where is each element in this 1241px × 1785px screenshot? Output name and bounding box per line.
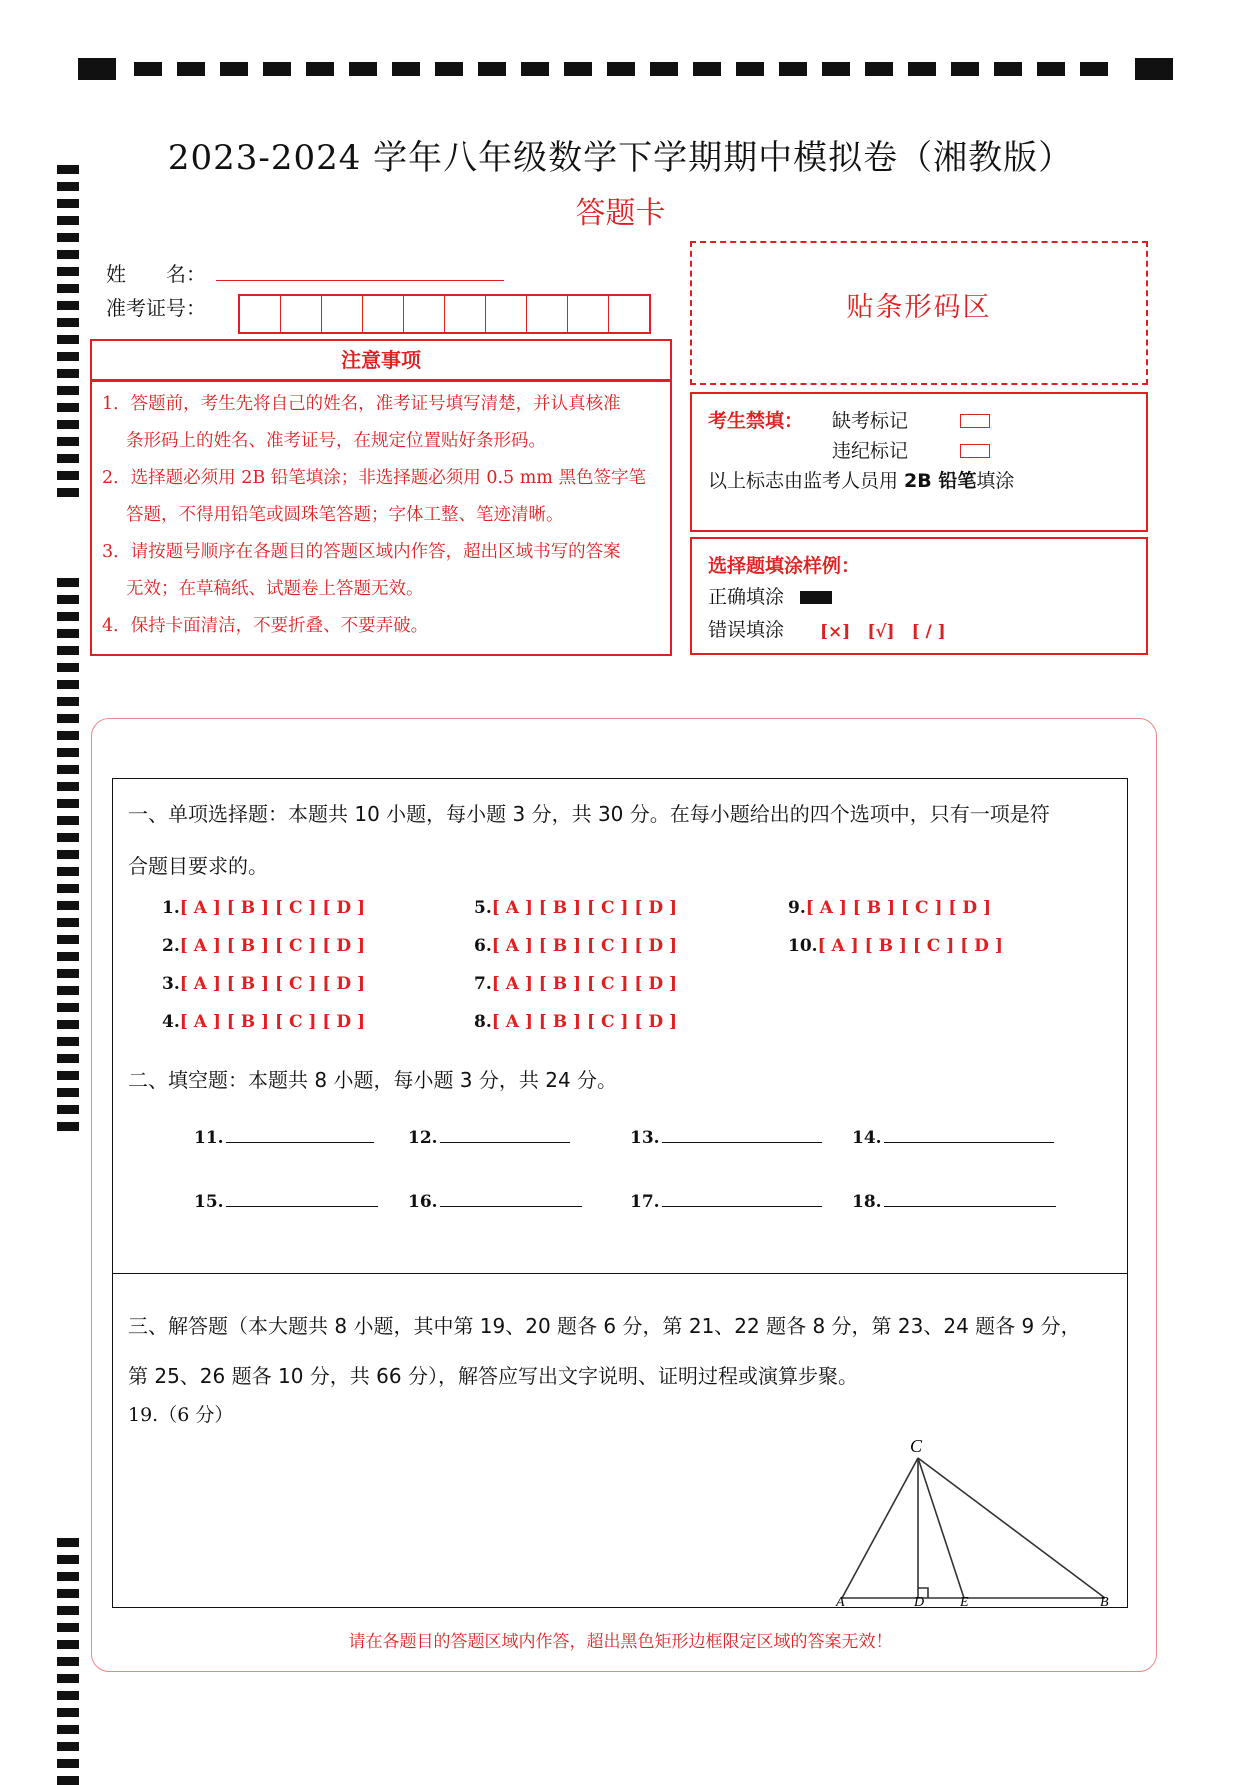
timing-mark [57, 1572, 79, 1581]
violation-checkbox[interactable] [960, 444, 990, 458]
timing-mark [57, 884, 79, 893]
timing-mark [78, 58, 116, 80]
choice-number: 2. [162, 936, 180, 956]
choice-options[interactable]: [ A ] [ B ] [ C ] [ D ] [179, 1012, 366, 1032]
blank-question-15[interactable] [194, 1190, 378, 1212]
choice-number: 5. [474, 898, 492, 918]
footer-warning: 请在各题目的答题区域内作答，超出黑色矩形边框限定区域的答案无效！ [348, 1632, 893, 1652]
choice-number: 1. [162, 898, 180, 918]
timing-mark [822, 62, 850, 76]
timing-mark [57, 867, 79, 876]
segment-cb [918, 1458, 1105, 1598]
timing-mark [57, 233, 79, 242]
timing-mark [57, 969, 79, 978]
timing-mark [57, 578, 79, 587]
timing-mark [134, 62, 162, 76]
timing-mark [57, 731, 79, 740]
blank-number: 11. [194, 1128, 224, 1148]
timing-mark [57, 918, 79, 927]
proctor-box [690, 392, 1148, 532]
blank-question-11[interactable] [194, 1126, 374, 1148]
timing-mark [57, 1657, 79, 1666]
top-timing-marks [78, 58, 1173, 80]
timing-mark [564, 62, 592, 76]
notice-heading: 注意事项 [90, 339, 672, 381]
exam-id-grid[interactable] [238, 294, 651, 334]
timing-mark [57, 369, 79, 378]
label-d: D [914, 1595, 925, 1606]
choice-number: 4. [162, 1012, 180, 1032]
timing-mark [57, 386, 79, 395]
choice-options[interactable]: [ A ] [ B ] [ C ] [ D ] [491, 1012, 678, 1032]
timing-mark [607, 62, 635, 76]
label-e: E [960, 1595, 969, 1606]
choice-question-3[interactable] [162, 974, 365, 994]
timing-mark [57, 1037, 79, 1046]
timing-mark [57, 267, 79, 276]
timing-mark [57, 833, 79, 842]
section3-heading: 三、解答题（本大题共 8 小题，其中第 19、20 题各 6 分，第 21、22 题各 8 分，第 23、24 题各 9 分， [128, 1314, 1081, 1338]
timing-mark [57, 488, 79, 497]
blank-number: 17. [630, 1192, 660, 1212]
timing-mark [57, 952, 79, 961]
timing-mark [57, 629, 79, 638]
barcode-area[interactable]: 贴条形码区 [690, 241, 1148, 385]
timing-mark [57, 1691, 79, 1700]
timing-mark [1037, 62, 1065, 76]
choice-question-1[interactable] [162, 898, 365, 918]
timing-mark [57, 680, 79, 689]
choice-number: 6. [474, 936, 492, 956]
choice-number: 7. [474, 974, 492, 994]
timing-mark [57, 437, 79, 446]
timing-mark [57, 595, 79, 604]
choice-options[interactable]: [ A ] [ B ] [ C ] [ D ] [491, 898, 678, 918]
timing-mark [57, 663, 79, 672]
blank-question-18[interactable] [852, 1190, 1056, 1212]
choice-question-5[interactable] [474, 898, 677, 918]
timing-mark [478, 62, 506, 76]
timing-mark [57, 454, 79, 463]
timing-mark [57, 335, 79, 344]
sample-box [690, 537, 1148, 655]
blank-question-17[interactable] [630, 1190, 822, 1212]
violation-label: 违纪标记 [832, 440, 909, 462]
timing-mark [908, 62, 936, 76]
filled-sample [800, 591, 832, 604]
blank-line[interactable] [884, 1126, 1054, 1143]
timing-mark [57, 1589, 79, 1598]
notice-line: 答题，不得用铅笔或圆珠笔答题；字体工整、笔迹清晰。 [126, 505, 564, 525]
blank-line[interactable] [662, 1190, 822, 1207]
notice-line: 1．答题前，考生先将自己的姓名，准考证号填写清楚，并认真核准 [102, 394, 621, 414]
choice-question-10[interactable] [788, 936, 1003, 956]
id-label: 准考证号： [106, 296, 206, 320]
blank-line[interactable] [662, 1126, 822, 1143]
choice-question-7[interactable] [474, 974, 677, 994]
timing-mark [57, 782, 79, 791]
blank-line[interactable] [226, 1126, 374, 1143]
timing-mark [650, 62, 678, 76]
blank-question-13[interactable] [630, 1126, 822, 1148]
section1-heading: 一、单项选择题：本题共 10 小题，每小题 3 分，共 30 分。在每小题给出的四个选项中，只有一项是符 [128, 802, 1050, 826]
timing-mark [1135, 58, 1173, 80]
absent-checkbox[interactable] [960, 414, 990, 428]
timing-mark [57, 714, 79, 723]
notice-line: 3．请按题号顺序在各题目的答题区域内作答，超出区域书写的答案 [102, 542, 621, 562]
timing-mark [57, 1606, 79, 1615]
timing-mark [57, 986, 79, 995]
timing-mark [306, 62, 334, 76]
timing-mark [263, 62, 291, 76]
choice-number: 9. [788, 898, 806, 918]
timing-mark [57, 1674, 79, 1683]
choice-options[interactable]: [ A ] [ B ] [ C ] [ D ] [179, 898, 366, 918]
timing-mark [736, 62, 764, 76]
choice-number: 8. [474, 1012, 492, 1032]
sample-heading: 选择题填涂样例： [708, 555, 861, 577]
section1-heading-cont: 合题目要求的。 [128, 854, 268, 878]
timing-mark [57, 301, 79, 310]
timing-mark [779, 62, 807, 76]
section2-heading: 二、填空题：本题共 8 小题，每小题 3 分，共 24 分。 [128, 1068, 618, 1092]
label-a: A [836, 1595, 845, 1606]
timing-mark [57, 420, 79, 429]
timing-mark [392, 62, 420, 76]
page-title: 2023-2024 学年八年级数学下学期期中模拟卷（湘教版） [167, 138, 1074, 178]
timing-mark [57, 799, 79, 808]
choice-number: 10. [788, 936, 818, 956]
timing-mark [57, 850, 79, 859]
segment-ce [918, 1458, 964, 1598]
timing-mark [57, 901, 79, 910]
timing-mark [951, 62, 979, 76]
timing-mark [57, 1776, 79, 1785]
triangle-figure [830, 1436, 1120, 1606]
label-c: C [910, 1436, 923, 1456]
name-label: 姓 名： [106, 262, 206, 286]
blank-number: 18. [852, 1192, 882, 1212]
timing-mark [521, 62, 549, 76]
timing-mark [57, 1759, 79, 1768]
proctor-label: 考生禁填： [708, 410, 804, 432]
timing-mark [349, 62, 377, 76]
timing-mark [57, 1538, 79, 1547]
timing-mark [994, 62, 1022, 76]
choice-question-8[interactable] [474, 1012, 677, 1032]
timing-mark [57, 1555, 79, 1564]
choice-options[interactable]: [ A ] [ B ] [ C ] [ D ] [491, 936, 678, 956]
timing-mark [57, 612, 79, 621]
section3-heading-cont: 第 25、26 题各 10 分，共 66 分），解答应写出文字说明、证明过程或演算步聚。 [128, 1364, 858, 1388]
correct-label: 正确填涂 [708, 586, 785, 608]
question-19-label: 19.（6 分） [128, 1404, 234, 1426]
blank-line[interactable] [440, 1126, 570, 1143]
timing-mark [177, 62, 205, 76]
timing-mark [57, 403, 79, 412]
wrong-label: 错误填涂 [708, 619, 785, 641]
timing-mark [57, 935, 79, 944]
choice-options[interactable]: [ A ] [ B ] [ C ] [ D ] [179, 936, 366, 956]
timing-mark [57, 1020, 79, 1029]
choice-question-2[interactable] [162, 936, 365, 956]
blank-line[interactable] [226, 1190, 378, 1207]
wrong-marks: [×] [√] [ / ] [820, 622, 946, 642]
choice-question-4[interactable] [162, 1012, 365, 1032]
notice-box [90, 380, 672, 656]
blank-number: 16. [408, 1192, 438, 1212]
timing-mark [57, 1742, 79, 1751]
timing-mark [57, 1105, 79, 1114]
blank-number: 13. [630, 1128, 660, 1148]
absent-label: 缺考标记 [832, 410, 909, 432]
timing-mark [57, 318, 79, 327]
timing-mark [57, 352, 79, 361]
timing-mark [1080, 62, 1108, 76]
timing-mark [57, 1725, 79, 1734]
timing-mark [865, 62, 893, 76]
timing-mark [57, 748, 79, 757]
timing-mark [57, 1088, 79, 1097]
timing-mark [57, 471, 79, 480]
timing-mark [57, 250, 79, 259]
notice-line: 条形码上的姓名、准考证号，在规定位置贴好条形码。 [126, 431, 546, 451]
timing-mark [57, 1708, 79, 1717]
timing-mark [57, 1054, 79, 1063]
timing-mark [57, 284, 79, 293]
label-b: B [1100, 1595, 1109, 1606]
blank-question-16[interactable] [408, 1190, 582, 1212]
timing-mark [57, 1003, 79, 1012]
timing-mark [57, 697, 79, 706]
choice-question-6[interactable] [474, 936, 677, 956]
timing-mark [57, 1122, 79, 1131]
blank-line[interactable] [884, 1190, 1056, 1207]
choice-options[interactable]: [ A ] [ B ] [ C ] [ D ] [805, 898, 992, 918]
choice-options[interactable]: [ A ] [ B ] [ C ] [ D ] [491, 974, 678, 994]
notice-line: 4．保持卡面清洁，不要折叠、不要弄破。 [102, 616, 429, 636]
choice-options[interactable]: [ A ] [ B ] [ C ] [ D ] [817, 936, 1003, 956]
blank-number: 14. [852, 1128, 882, 1148]
blank-question-14[interactable] [852, 1126, 1054, 1148]
timing-mark [57, 765, 79, 774]
notice-line: 2．选择题必须用 2B 铅笔填涂；非选择题必须用 0.5 mm 黑色签字笔 [102, 468, 646, 488]
choice-number: 3. [162, 974, 180, 994]
timing-mark [693, 62, 721, 76]
timing-mark [57, 1071, 79, 1080]
blank-number: 15. [194, 1192, 224, 1212]
blank-question-12[interactable] [408, 1126, 570, 1148]
proctor-note: 以上标志由监考人员用 2B 铅笔填涂 [708, 470, 1015, 492]
segment-ca [842, 1458, 918, 1598]
blank-number: 12. [408, 1128, 438, 1148]
page-subtitle: 答题卡 [575, 196, 666, 231]
name-field[interactable] [216, 280, 504, 281]
timing-mark [57, 816, 79, 825]
timing-mark [435, 62, 463, 76]
blank-line[interactable] [440, 1190, 582, 1207]
notice-line: 无效；在草稿纸、试题卷上答题无效。 [126, 579, 424, 599]
choice-options[interactable]: [ A ] [ B ] [ C ] [ D ] [179, 974, 366, 994]
timing-mark [57, 646, 79, 655]
timing-mark [220, 62, 248, 76]
choice-question-9[interactable] [788, 898, 991, 918]
